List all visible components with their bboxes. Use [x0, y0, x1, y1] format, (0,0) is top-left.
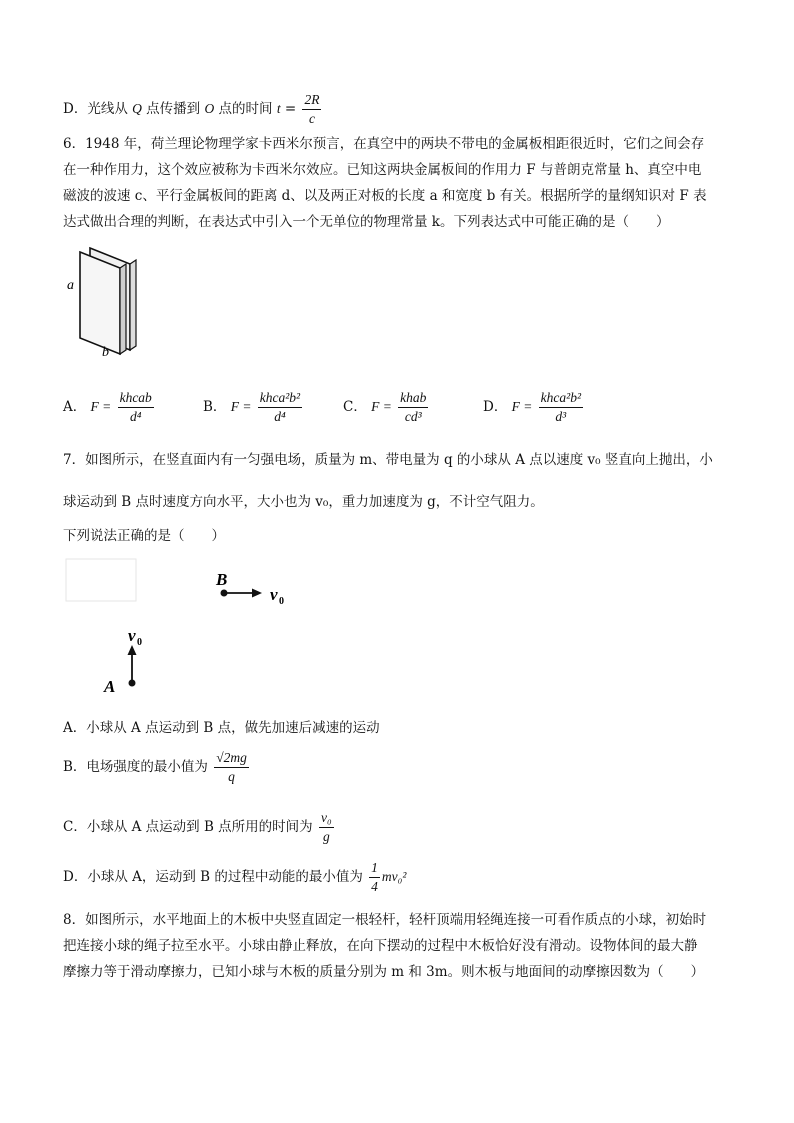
- q6-line-4: 达式做出合理的判断，在表达式中引入一个无单位的物理常量 k。下列表达式中可能正确的是（ ）: [63, 214, 670, 230]
- label-b: b: [102, 345, 109, 360]
- q7-option-d: [63, 860, 406, 895]
- opt-a-num: khcab: [118, 390, 154, 408]
- label-v0-up: v: [128, 626, 136, 645]
- front-plate: [80, 252, 120, 354]
- opt-b-label: B．: [203, 399, 227, 415]
- arrow-up-head: [128, 645, 137, 655]
- q5d-after: 点的时间: [218, 101, 273, 117]
- q6-option-c: [343, 390, 430, 425]
- front-plate-edge: [120, 264, 126, 354]
- opt-d-lhs: F =: [511, 399, 533, 414]
- q7-option-a: A．小球从 A 点运动到 B 点，做先加速后减速的运动: [63, 720, 380, 736]
- q7d-fraction: [369, 860, 380, 895]
- q7-line-3: 下列说法正确的是（ ）: [63, 528, 225, 544]
- q6-plates-figure: [60, 238, 170, 363]
- label-v0-up-sub: 0: [137, 637, 142, 648]
- opt-d-label: D．: [483, 399, 508, 415]
- q7-line-1: 7．如图所示，在竖直面内有一匀强电场，质量为 m、带电量为 q 的小球从 A 点以速度 v₀ 竖直向上抛出，小: [63, 452, 713, 468]
- q7d-tail: mv₀²: [381, 869, 407, 884]
- q7-option-b: [63, 750, 251, 785]
- arrow-right-head: [252, 589, 262, 598]
- opt-a-lhs: F =: [90, 399, 112, 414]
- opt-a-fraction: [118, 390, 154, 425]
- q7b-num: √2mg: [214, 750, 249, 768]
- q6-option-b: [203, 390, 304, 425]
- opt-a-den: d⁴: [129, 409, 142, 424]
- opt-b-den: d⁴: [274, 409, 286, 424]
- q7c-den: g: [322, 829, 330, 844]
- label-a: A: [104, 677, 116, 696]
- opt-c-label: C．: [343, 399, 367, 415]
- opt-c-num: khab: [398, 390, 428, 408]
- ghost-box: [66, 559, 136, 601]
- q7-option-c: [63, 810, 336, 845]
- q8-line-1: 8．如图所示，水平地面上的木板中央竖直固定一根轻杆，轻杆顶端用轻绳连接一可看作质点的小球，初始时: [63, 912, 707, 928]
- q7c-fraction: [319, 810, 334, 845]
- q5d-fraction: [302, 92, 321, 127]
- q5-option-d: [63, 92, 323, 127]
- q8-line-2: 把连接小球的绳子拉至水平。小球由静止释放，在向下摆动的过程中木板恰好没有滑动。设物体间的最大静: [63, 938, 698, 954]
- q5d-fraction-den: c: [308, 111, 315, 126]
- opt-d-fraction: [539, 390, 583, 425]
- q7b-den: q: [228, 769, 235, 784]
- q5d-point-o: O: [204, 101, 215, 116]
- q5d-point-q: Q: [132, 101, 142, 116]
- q8-line-3: 摩擦力等于滑动摩擦力，已知小球与木板的质量分别为 m 和 3m。则木板与地面间的动摩擦因数为（ ）: [63, 964, 705, 980]
- q6-line-1: 6．1948 年，荷兰理论物理学家卡西米尔预言，在真空中的两块不带电的金属板相距很近时，它们之间会存: [63, 136, 705, 152]
- q7d-den: 4: [371, 879, 378, 894]
- q7b-fraction: [214, 750, 249, 785]
- q7-line-2: 球运动到 B 点时速度方向水平，大小也为 v₀，重力加速度为 g，不计空气阻力。: [63, 494, 544, 510]
- q6-line-2: 在一种作用力，这个效应被称为卡西米尔效应。已知这两块金属板间的作用力 F 与普朗克常量 h、真空中电: [63, 162, 702, 178]
- q6-line-3: 磁波的波速 c、平行金属板间的距离 d、以及两正对板的长度 a 和宽度 b 有关。根据所学的量纲知识对 F 表: [63, 188, 707, 204]
- label-b: B: [216, 570, 228, 589]
- q5d-mid: 点传播到: [146, 101, 201, 117]
- q7b-text: B．电场强度的最小值为: [63, 759, 208, 775]
- opt-d-den: d³: [555, 409, 567, 424]
- opt-b-fraction: [258, 390, 302, 425]
- q5d-t: t: [276, 101, 281, 116]
- opt-c-den: cd³: [404, 409, 422, 424]
- q7-motion-figure: [60, 555, 320, 705]
- opt-a-label: A．: [63, 399, 87, 415]
- opt-c-fraction: [398, 390, 428, 425]
- opt-c-lhs: F =: [371, 399, 392, 414]
- q7d-num: 1: [369, 860, 380, 878]
- q5d-eq: =: [280, 101, 301, 117]
- q7d-text: D．小球从 A，运动到 B 的过程中动能的最小值为: [63, 869, 363, 885]
- opt-b-num: khca²b²: [258, 390, 302, 408]
- label-v0-right: v: [270, 585, 278, 604]
- label-a: a: [67, 278, 74, 293]
- back-plate-edge: [130, 260, 136, 350]
- q6-option-d: [483, 390, 585, 425]
- q5d-fraction-num: 2R: [302, 92, 321, 110]
- q6-option-a: [63, 390, 156, 425]
- q7c-text: C．小球从 A 点运动到 B 点所用的时间为: [63, 819, 313, 835]
- q5d-prefix: D．光线从: [63, 101, 128, 117]
- label-v0-right-sub: 0: [279, 596, 284, 607]
- opt-d-num: khca²b²: [539, 390, 583, 408]
- opt-b-lhs: F =: [230, 399, 252, 414]
- q7c-num: v₀: [319, 810, 334, 828]
